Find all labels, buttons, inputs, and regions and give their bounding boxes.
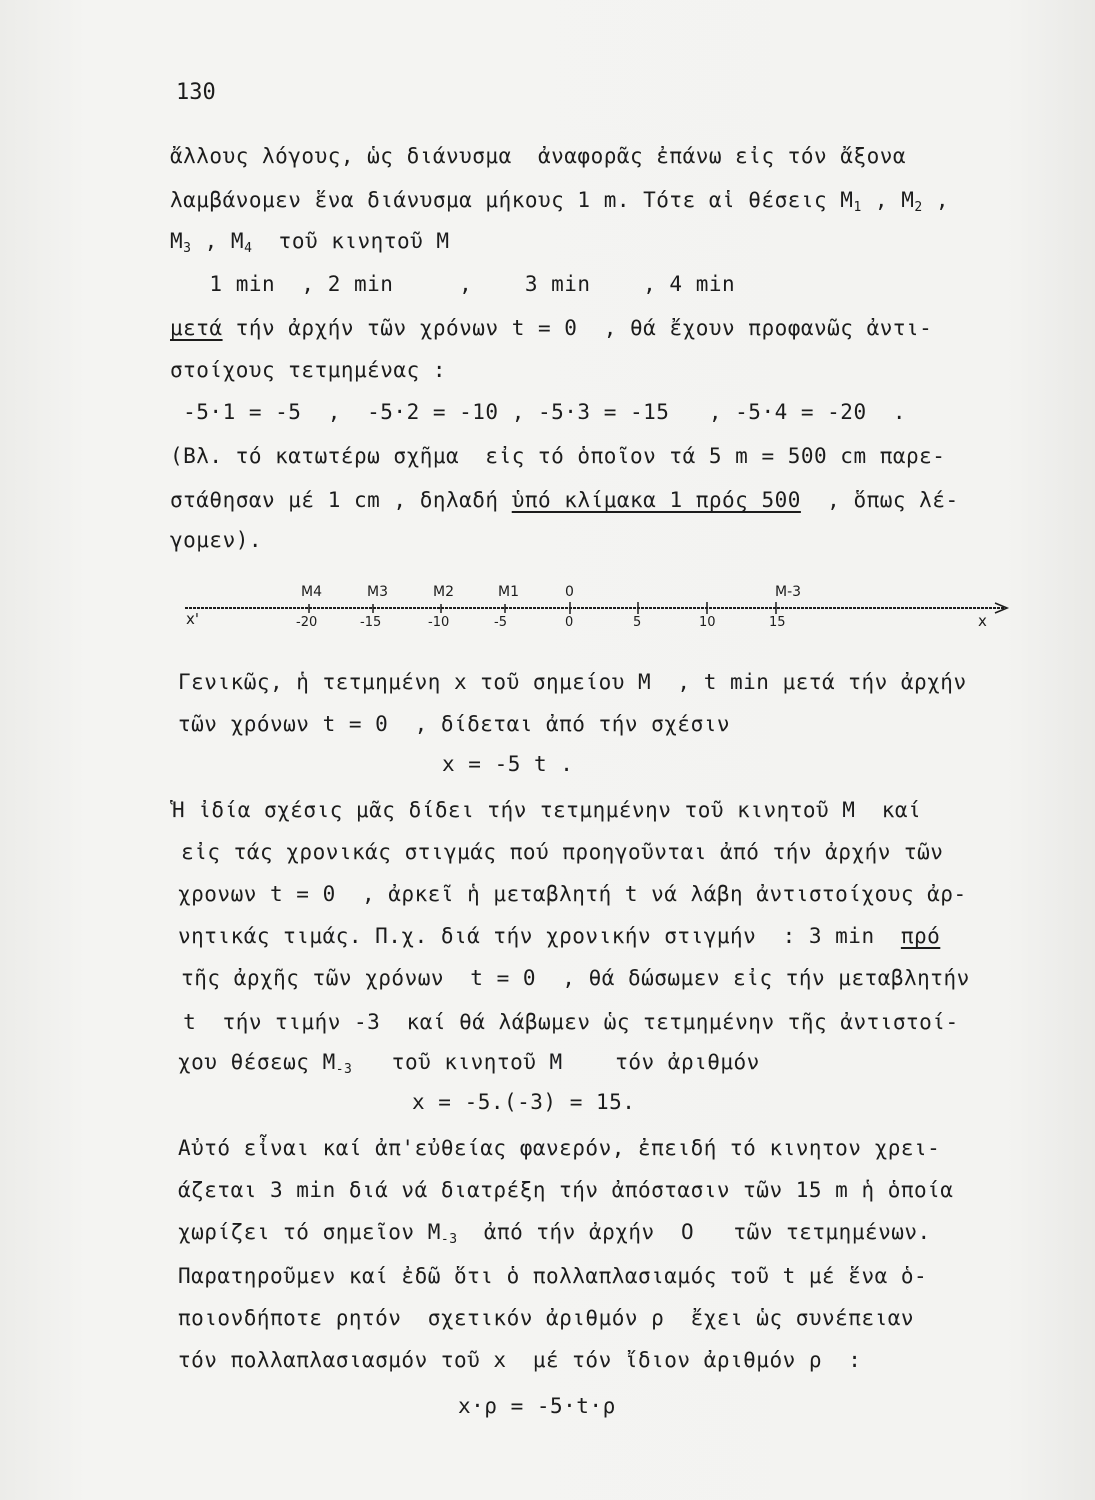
text-line-19: t τήν τιμήν -3 καί θά λάβωμεν ὡς τετμημένην τῆς ἀντιστοί- — [170, 1010, 959, 1034]
text-segment: , — [922, 188, 949, 212]
text-segment: M — [170, 229, 184, 253]
tick-label: 0 — [565, 615, 574, 630]
text-line-25: Παρατηροῦμεν καί ἐδῶ ὅτι ὁ πολλαπλασιαμός τοῦ t μέ ἕνα ὁ- — [178, 1264, 928, 1288]
text-segment: στάθησαν μέ 1 cm , δηλαδή — [170, 488, 512, 512]
page-number: 130 — [176, 80, 216, 105]
point-label: M3 — [367, 584, 388, 600]
text-line-6: στοίχους τετμημένας : — [170, 358, 447, 382]
subscript: 2 — [914, 200, 923, 215]
equation-line: x = -5 t . — [442, 752, 574, 776]
text-line-2 — [170, 186, 949, 214]
axis-left-label: x' — [186, 610, 200, 628]
text-segment: χου θέσεως M — [178, 1050, 336, 1074]
text-line-7: -5·1 = -5 , -5·2 = -10 , -5·3 = -15 , -5·4 = -20 . — [170, 400, 907, 424]
tick-label: -5 — [494, 615, 507, 630]
text-segment: , M — [191, 229, 245, 253]
tick-label: -20 — [296, 615, 318, 630]
text-line-27: τόν πολλαπλασιασμόν τοῦ x μέ τόν ἴδιον ἀριθμόν ρ : — [178, 1348, 862, 1372]
text-line-1: ἄλλους λόγους, ὡς διάνυσμα ἀναφορᾶς ἐπάνω εἰς τόν ἄξονα — [170, 144, 907, 168]
text-segment: τήν ἀρχήν τῶν χρόνων t = 0 , θά ἔχουν προφανῶς ἀντι- — [222, 316, 933, 340]
text-line-5 — [170, 314, 932, 342]
text-line-8: (Βλ. τό κατωτέρω σχῆμα εἰς τό ὁποῖον τά 5 m = 500 cm παρε- — [170, 444, 946, 468]
text-line-15: εἰς τάς χρονικάς στιγμάς πού προηγοῦνται ἀπό τήν ἀρχήν τῶν — [168, 840, 944, 864]
point-label: M4 — [301, 584, 322, 600]
tick-label: 5 — [633, 615, 642, 630]
text-line-23: άζεται 3 min διά νά διατρέξη τήν ἀπόστασιν τῶν 15 m ἡ ὁποία — [178, 1178, 954, 1202]
subscript: 4 — [244, 241, 253, 256]
tick-label: -10 — [428, 615, 450, 630]
equation-line: x = -5.(-3) = 15. — [412, 1090, 636, 1114]
text-line-18: τῆς ἀρχῆς τῶν χρόνων t = 0 , θά δώσωμεν εἰς τήν μεταβλητήν — [168, 966, 970, 990]
text-line-22: Αὐτό εἶναι καί ἀπ'εὐθείας φανερόν, ἐπειδή τό κινητον χρει- — [178, 1136, 941, 1160]
point-label: M2 — [433, 584, 454, 600]
equation-line: x·ρ = -5·t·ρ — [458, 1394, 616, 1418]
axis-right-label: x — [978, 612, 987, 630]
text-line-11: Γενικῶς, ἡ τετμημένη x τοῦ σημείου M , t min μετά τήν ἀρχήν — [178, 670, 967, 694]
tick-label: -15 — [360, 615, 382, 630]
subscript: 3 — [183, 241, 192, 256]
number-line-diagram — [0, 580, 1095, 640]
tick-label: 10 — [699, 615, 716, 630]
text-segment: χωρίζει τό σημεῖον M — [178, 1220, 441, 1244]
text-segment: νητικάς τιμάς. Π.χ. διά τήν χρονικήν στιγμήν : 3 min — [178, 924, 901, 948]
text-line-24 — [178, 1218, 931, 1246]
underlined-text: μετά — [170, 316, 223, 340]
subscript: -3 — [440, 1232, 458, 1247]
tick-label: 15 — [769, 615, 786, 630]
text-line-9 — [170, 486, 959, 514]
text-line-14: Ἡ ἰδία σχέσις μᾶς δίδει τήν τετμημένην τοῦ κινητοῦ M καί — [172, 798, 922, 822]
text-line-17 — [178, 922, 940, 950]
text-segment: λαμβάνομεν ἕνα διάνυσμα μήκους 1 m. Τότε αἱ θέσεις M — [170, 188, 854, 212]
point-label: M1 — [498, 584, 519, 600]
text-segment: , ὅπως λέ- — [800, 488, 959, 512]
text-line-10: γομεν). — [170, 528, 263, 552]
subscript: -3 — [335, 1062, 353, 1077]
text-segment: τοῦ κινητοῦ M τόν ἀριθμόν — [352, 1050, 760, 1074]
text-segment: τοῦ κινητοῦ M — [252, 229, 450, 253]
point-label: M-3 — [775, 584, 802, 600]
underlined-text: ὑπό κλίμακα 1 πρός 500 — [511, 488, 801, 512]
text-line-20 — [178, 1048, 760, 1076]
text-line-16: χρονων t = 0 , ἀρκεῖ ἡ μεταβλητή t νά λάβη ἀντιστοίχους ἀρ- — [178, 882, 967, 906]
text-line-3 — [170, 227, 450, 255]
underlined-text: πρό — [900, 924, 941, 948]
text-line-26: ποιονδήποτε ρητόν σχετικόν ἀριθμόν ρ ἔχει ὡς συνέπειαν — [178, 1306, 915, 1330]
text-line-12: τῶν χρόνων t = 0 , δίδεται ἀπό τήν σχέσιν — [178, 712, 731, 736]
point-label: 0 — [565, 584, 574, 600]
subscript: 1 — [853, 200, 862, 215]
text-line-4: 1 min , 2 min , 3 min , 4 min — [170, 272, 736, 296]
text-segment: ἀπό τήν ἀρχήν O τῶν τετμημένων. — [457, 1220, 931, 1244]
text-segment: , M — [861, 188, 915, 212]
